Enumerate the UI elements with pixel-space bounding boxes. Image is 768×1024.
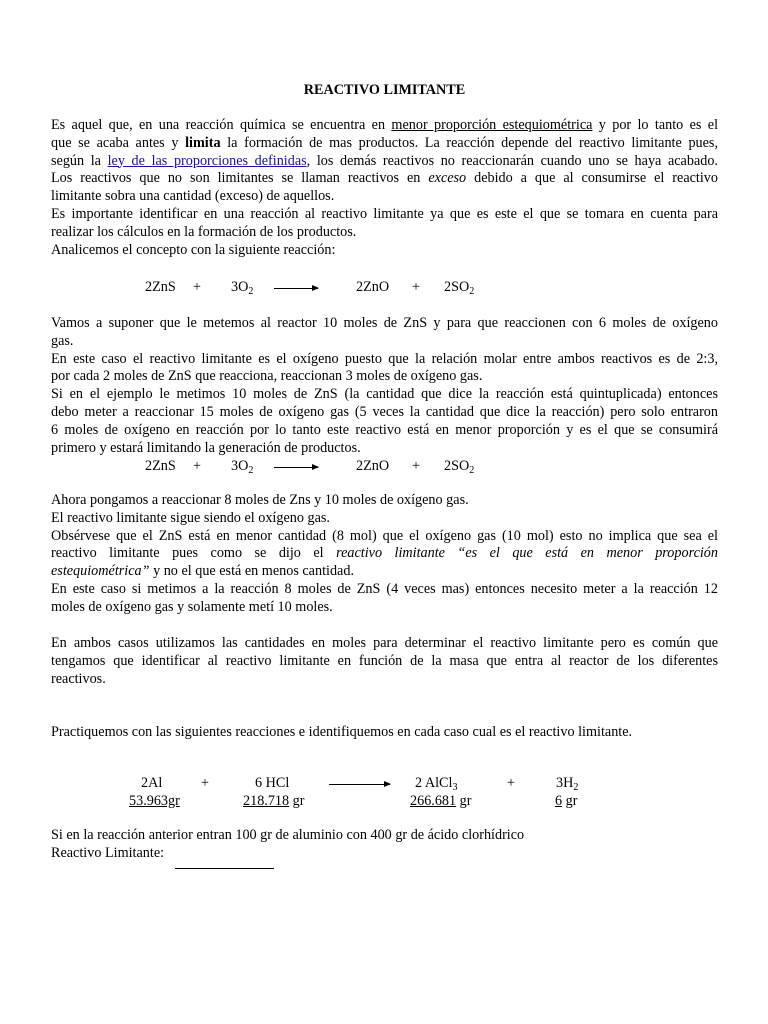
- reactant-hcl: 6 HCl: [255, 775, 290, 791]
- intro-paragraph: [51, 117, 718, 259]
- text: , los demás reactivos no reaccionarán cuando uno se haya acabado.: [306, 152, 718, 169]
- mass-h2: [555, 793, 577, 811]
- bold-term: limita: [185, 134, 221, 151]
- para2-line-7: 6 moles de oxígeno en reacción por lo tanto este reactivo está en menor proporción y es el que se consumirá: [51, 421, 718, 438]
- intro-line-5: limitante sobra una cantidad (exceso) de aquellos.: [51, 188, 335, 205]
- para2-line-1: Vamos a suponer que le metemos al reactor 10 moles de ZnS y para que reaccionen con 6 moles de oxígeno: [51, 315, 718, 331]
- formula: 2SO: [444, 458, 470, 474]
- practice-instruction: [51, 724, 718, 742]
- formula: 3O: [231, 458, 249, 474]
- product-alcl3: [415, 775, 457, 793]
- plus-sign: +: [193, 279, 202, 295]
- mass-value: 218.718: [243, 793, 290, 809]
- para3-line-5: [51, 563, 718, 581]
- mass-alcl3: [410, 793, 471, 811]
- subscript: 2: [469, 465, 475, 476]
- para2-line-5: Si en el ejemplo le metimos 10 moles de ZnS (la cantidad que dice la reacción está quintuplicada) entonces: [51, 386, 718, 403]
- para3-line-7: moles de oxígeno gas y solamente metí 10 moles.: [51, 598, 333, 615]
- text: y no el que está en menos cantidad.: [149, 563, 354, 580]
- mass-value: 266.681: [410, 793, 457, 809]
- mass-unit: gr: [456, 793, 472, 809]
- intro-line-6: Es importante identificar en una reacción al reactivo limitante ya que es este el que se tomara en cuenta para: [51, 205, 718, 222]
- italic-term: exceso: [428, 170, 467, 187]
- plus-sign: +: [201, 775, 210, 791]
- intro-line-7: realizar los cálculos en la formación de los productos.: [51, 223, 357, 240]
- text: y por lo tanto es el: [592, 117, 719, 133]
- reaction-arrow-icon: [274, 288, 318, 289]
- para3-line-6: En este caso si metimos a la reacción 8 moles de ZnS (4 veces mas) entonces necesito meter a la reacción 12: [51, 580, 718, 597]
- formula: 2SO: [444, 279, 470, 295]
- formula: 2 AlCl: [415, 775, 453, 791]
- intro-line-8: Analicemos el concepto con la siguiente reacción:: [51, 241, 336, 258]
- mass-value: 6: [555, 793, 563, 809]
- law-link[interactable]: ley de las proporciones definidas: [107, 152, 307, 169]
- italic-quote: estequiométrica”: [51, 563, 150, 580]
- reactant-o2: [231, 458, 253, 476]
- second-example-paragraph: [51, 492, 718, 617]
- answer-label: Reactivo Limitante:: [51, 844, 165, 861]
- formula: 3H: [556, 775, 574, 791]
- product-zno: 2ZnO: [356, 458, 390, 474]
- question-paragraph: [51, 827, 718, 863]
- para2-line-4: por cada 2 moles de ZnS que reacciona, reaccionan 3 moles de oxígeno gas.: [51, 368, 483, 385]
- para3-line-4: [51, 545, 718, 563]
- underlined-term: menor proporción estequiométrica: [391, 117, 593, 133]
- subscript: 3: [452, 782, 458, 793]
- plus-sign: +: [507, 775, 516, 791]
- intro-line-1: [51, 117, 718, 135]
- reactant-zns: 2ZnS: [145, 279, 176, 295]
- reaction-arrow-icon: [274, 467, 318, 468]
- mass-unit: gr: [562, 793, 578, 809]
- para3-line-3: Obsérvese que el ZnS está en menor cantidad (8 mol) que el oxígeno gas (10 mol) esto no implica que sea el: [51, 527, 718, 544]
- plus-sign: +: [193, 458, 202, 474]
- text: que se acaba antes y: [51, 134, 186, 151]
- plus-sign: +: [412, 279, 421, 295]
- para3-line-2: El reactivo limitante sigue siendo el oxígeno gas.: [51, 509, 330, 526]
- mass-al: 53.963gr: [129, 793, 180, 809]
- intro-line-3: [51, 153, 718, 171]
- para2-line-3: En este caso el reactivo limitante es el oxígeno puesto que la relación molar entre ambos reactivos es de 2:3,: [51, 350, 718, 367]
- answer-blank-line[interactable]: [175, 868, 274, 869]
- para4-line-2: tengamos que identificar al reactivo limitante en función de la masa que entra al reactor de los diferentes: [51, 652, 718, 669]
- product-so2: [444, 458, 474, 476]
- product-zno: 2ZnO: [356, 279, 390, 295]
- explanation-paragraph: [51, 315, 718, 457]
- product-h2: [556, 775, 578, 793]
- text: Los reactivos que no son limitantes se llaman reactivos en: [51, 170, 429, 187]
- mass-paragraph: [51, 635, 718, 688]
- reactant-zns: 2ZnS: [145, 458, 176, 474]
- practice-text: Practiquemos con las siguientes reacciones e identifiquemos en cada caso cual es el reactivo limitante.: [51, 724, 633, 740]
- plus-sign: +: [412, 458, 421, 474]
- intro-line-4: [51, 170, 718, 188]
- subscript: 2: [248, 286, 254, 297]
- subscript: 2: [573, 782, 579, 793]
- para2-line-8: primero y estará limitando la generación de productos.: [51, 439, 361, 456]
- reactant-al: 2Al: [141, 775, 163, 791]
- mass-hcl: [243, 793, 304, 811]
- product-so2: [444, 279, 474, 297]
- para2-line-2: gas.: [51, 332, 74, 349]
- subscript: 2: [248, 465, 254, 476]
- reactant-o2: [231, 279, 253, 297]
- subscript: 2: [469, 286, 475, 297]
- text: debido a que al consumirse el reactivo: [466, 170, 718, 187]
- italic-quote: reactivo limitante “es el que está en menor proporción: [336, 545, 718, 562]
- question-line: Si en la reacción anterior entran 100 gr de aluminio con 400 gr de ácido clorhídrico: [51, 827, 525, 843]
- page-title: REACTIVO LIMITANTE: [303, 82, 466, 98]
- text: según la: [51, 152, 108, 169]
- mass-unit: gr: [289, 793, 305, 809]
- para3-line-1: Ahora pongamos a reaccionar 8 moles de Zns y 10 moles de oxígeno gas.: [51, 492, 469, 508]
- text: reactivo limitante pues como se dijo el: [51, 545, 337, 562]
- text: la formación de mas productos. La reacción depende del reactivo limitante pues,: [220, 134, 718, 151]
- formula: 3O: [231, 279, 249, 295]
- para2-line-6: debo meter a reaccionar 15 moles de oxígeno gas (5 veces la cantidad que dice la reacción) pero solo entraron: [51, 403, 718, 420]
- text: Es aquel que, en una reacción química se encuentra en: [51, 117, 392, 133]
- intro-line-2: [51, 135, 718, 153]
- para4-line-1: En ambos casos utilizamos las cantidades en moles para determinar el reactivo limitante pero es común que: [51, 635, 718, 651]
- para4-line-3: reactivos.: [51, 670, 106, 687]
- reaction-arrow-icon: [329, 784, 390, 785]
